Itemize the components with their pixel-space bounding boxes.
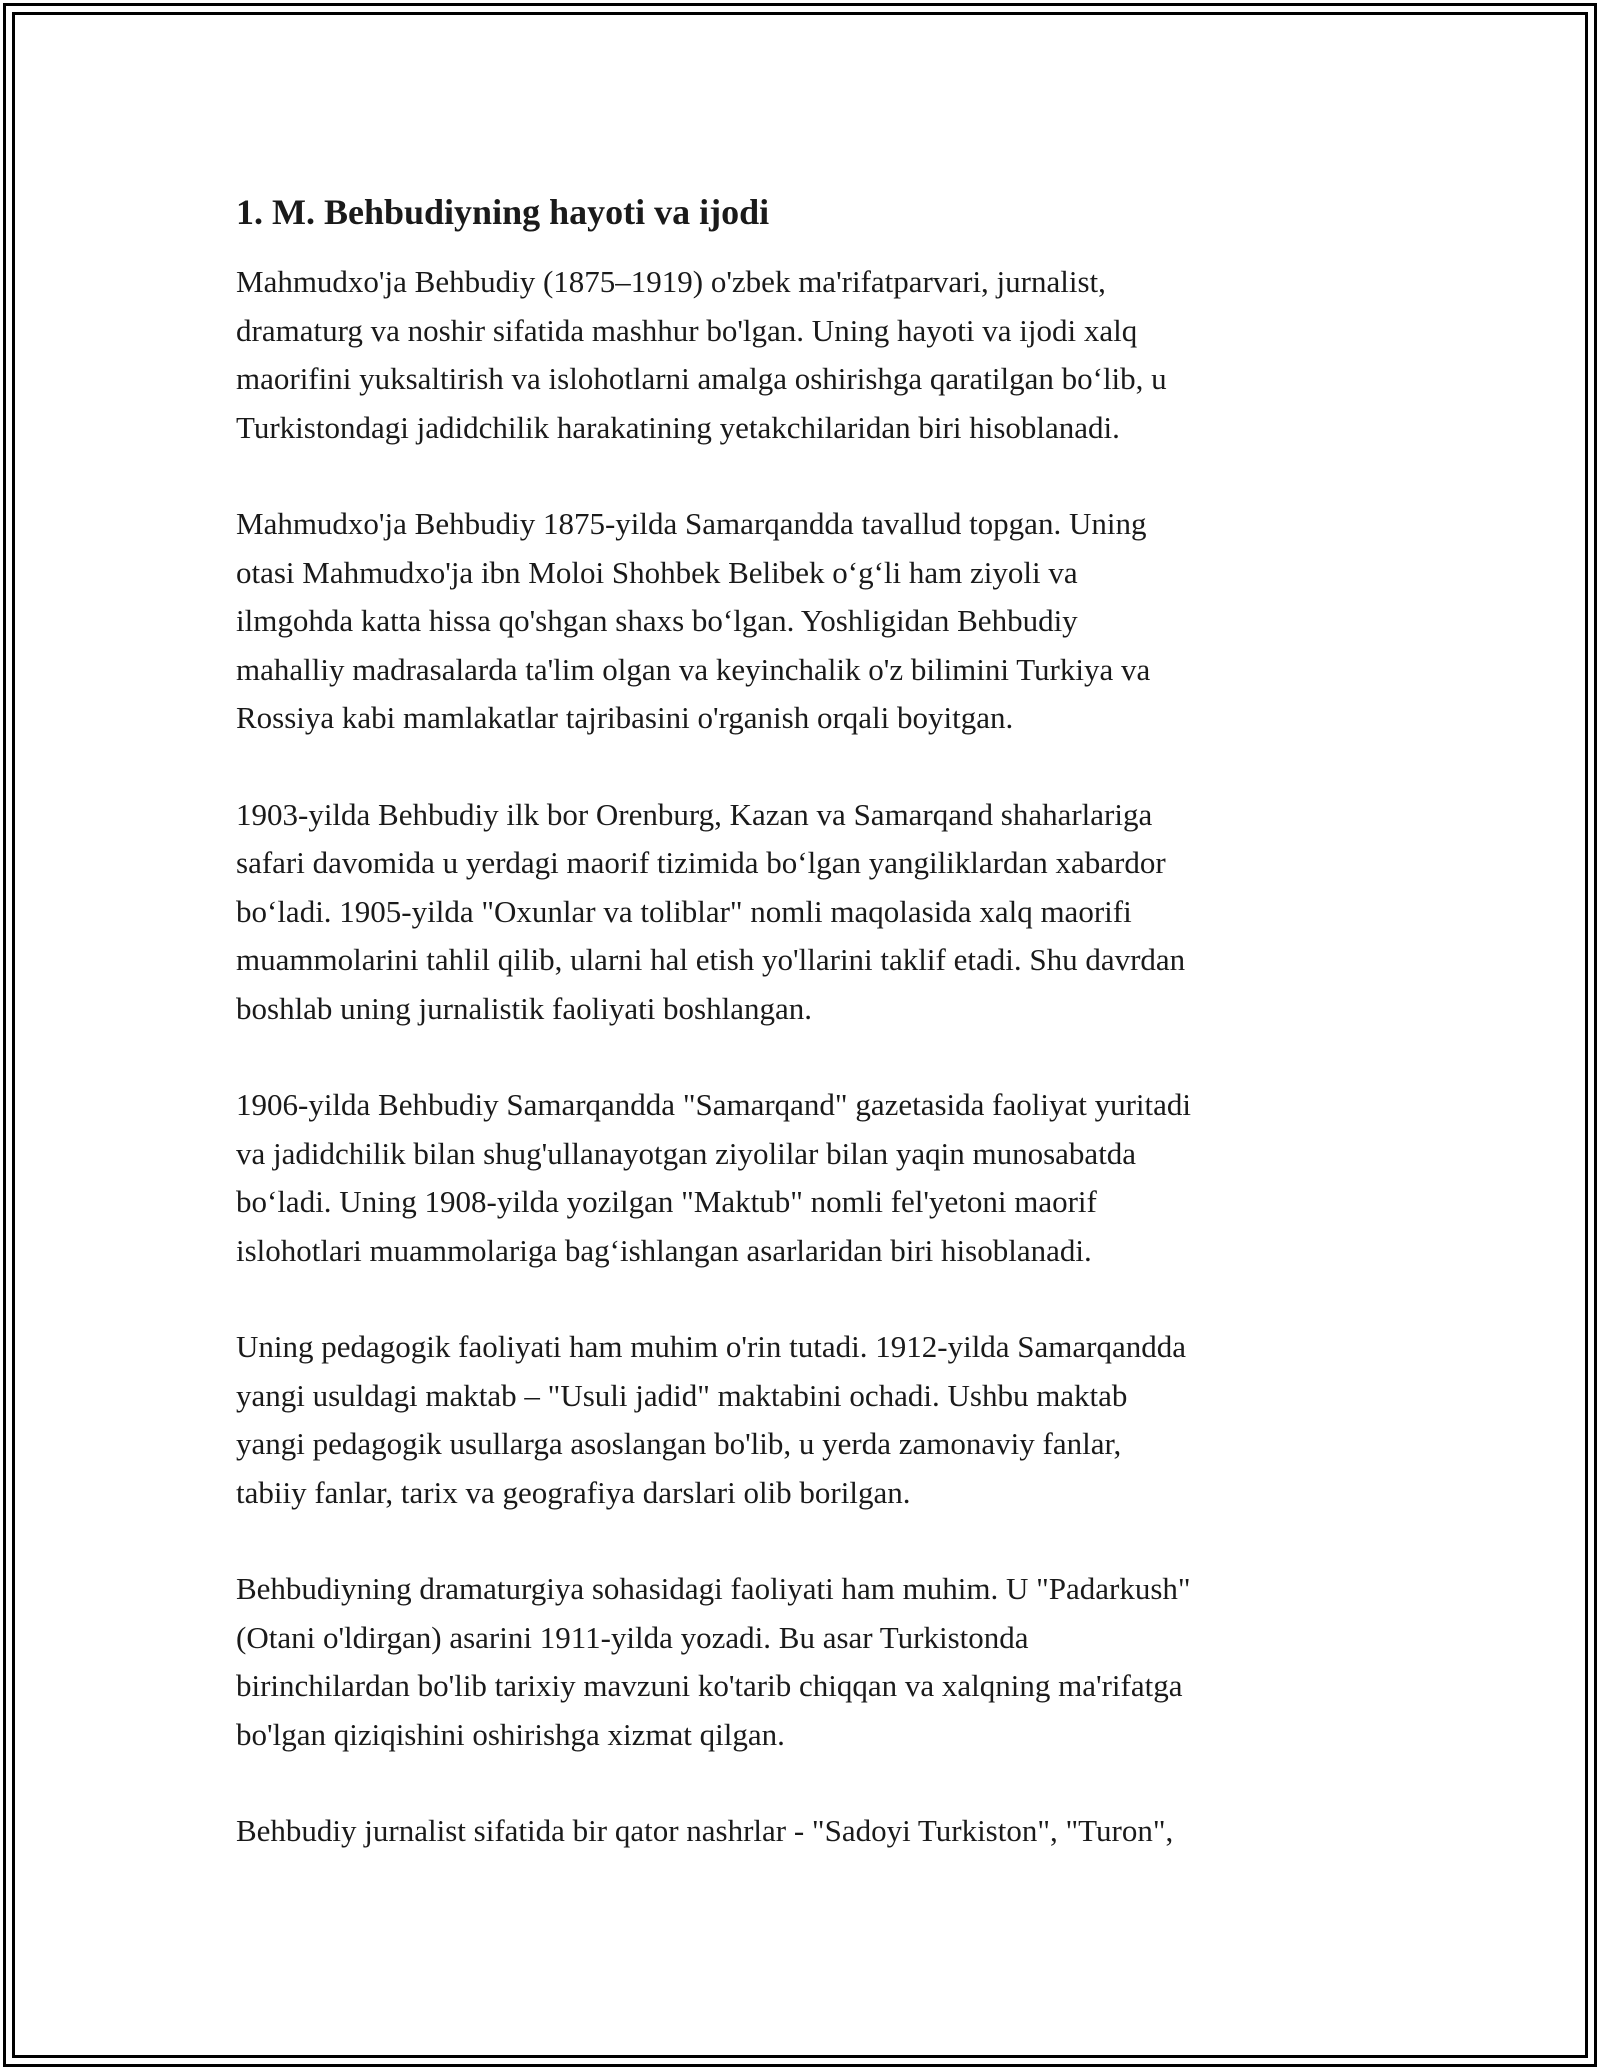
text-line: Behbudiyning dramaturgiya sohasidagi faoliyati ham muhim. U "Padarkush": [236, 1571, 1191, 1606]
text-line: yangi usuldagi maktab – "Usuli jadid" maktabini ochadi. Ushbu maktab: [236, 1377, 1128, 1413]
text-line: 1903-yilda Behbudiy ilk bor Orenburg, Kazan va Samarqand shaharlariga: [236, 796, 1153, 832]
text-line: va jadidchilik bilan shug'ullanayotgan ziyolilar bilan yaqin munosabatda: [236, 1135, 1137, 1171]
paragraph-publications: [236, 1807, 1376, 1856]
text-line: dramaturg va noshir sifatida mashhur bo'lgan. Uning hayoti va ijodi xalq: [236, 312, 1138, 348]
text-line: islohotlari muammolariga bagʻishlangan asarlaridan biri hisoblanadi.: [236, 1232, 1092, 1268]
paragraph-birth: [236, 500, 1376, 743]
paragraph-travels: [236, 791, 1376, 1034]
paragraph-journalism: [236, 1081, 1376, 1275]
text-line: (Otani o'ldirgan) asarini 1911-yilda yozadi. Bu asar Turkistonda: [236, 1619, 1029, 1655]
text-line: muammolarini tahlil qilib, ularni hal etish yo'llarini taklif etadi. Shu davrdan: [236, 942, 1186, 977]
paragraph-dramaturgy: [236, 1565, 1376, 1759]
text-line: safari davomida u yerdagi maorif tizimida boʻlgan yangiliklardan xabardor: [236, 845, 1166, 880]
text-line: 1906-yilda Behbudiy Samarqandda "Samarqand" gazetasida faoliyat yuritadi: [236, 1087, 1192, 1122]
text-line: Mahmudxo'ja Behbudiy 1875-yilda Samarqandda tavallud topgan. Uning: [236, 506, 1147, 541]
text-line: maorifini yuksaltirish va islohotlarni amalga oshirishga qaratilgan boʻlib, u: [236, 361, 1167, 396]
text-line: tabiiy fanlar, tarix va geografiya darslari olib borilgan.: [236, 1474, 911, 1510]
text-line: Rossiya kabi mamlakatlar tajribasini o'rganish orqali boyitgan.: [236, 700, 1014, 735]
text-line: Behbudiy jurnalist sifatida bir qator nashrlar - "Sadoyi Turkiston", "Turon",: [236, 1813, 1174, 1848]
document-body: [236, 188, 1376, 1904]
text-line: boshlab uning jurnalistik faoliyati boshlangan.: [236, 990, 812, 1026]
paragraph-pedagogy: [236, 1323, 1376, 1517]
text-line: birinchilardan bo'lib tarixiy mavzuni ko'tarib chiqqan va xalqning ma'rifatga: [236, 1668, 1183, 1703]
text-line: boʻladi. Uning 1908-yilda yozilgan "Maktub" nomli fel'yetoni maorif: [236, 1184, 1097, 1219]
text-line: Turkistondagi jadidchilik harakatining yetakchilaridan biri hisoblanadi.: [236, 409, 1120, 445]
text-line: boʻladi. 1905-yilda "Oxunlar va toliblar" nomli maqolasida xalq maorifi: [236, 893, 1132, 929]
text-line: ilmgohda katta hissa qo'shgan shaxs boʻlgan. Yoshligidan Behbudiy: [236, 603, 1078, 638]
paragraph-intro: [236, 258, 1376, 452]
text-line: yangi pedagogik usullarga asoslangan bo'lib, u yerda zamonaviy fanlar,: [236, 1426, 1122, 1461]
text-line: otasi Mahmudxo'ja ibn Moloi Shohbek Belibek oʻgʻli ham ziyoli va: [236, 554, 1078, 590]
text-line: Uning pedagogik faoliyati ham muhim o'rin tutadi. 1912-yilda Samarqandda: [236, 1329, 1187, 1364]
section-heading: 1. M. Behbudiyning hayoti va ijodi: [236, 192, 770, 232]
text-line: bo'lgan qiziqishini oshirishga xizmat qilgan.: [236, 1716, 785, 1752]
text-line: mahalliy madrasalarda ta'lim olgan va keyinchalik o'z bilimini Turkiya va: [236, 651, 1151, 687]
text-line: Mahmudxo'ja Behbudiy (1875–1919) o'zbek ma'rifatparvari, jurnalist,: [236, 264, 1106, 299]
